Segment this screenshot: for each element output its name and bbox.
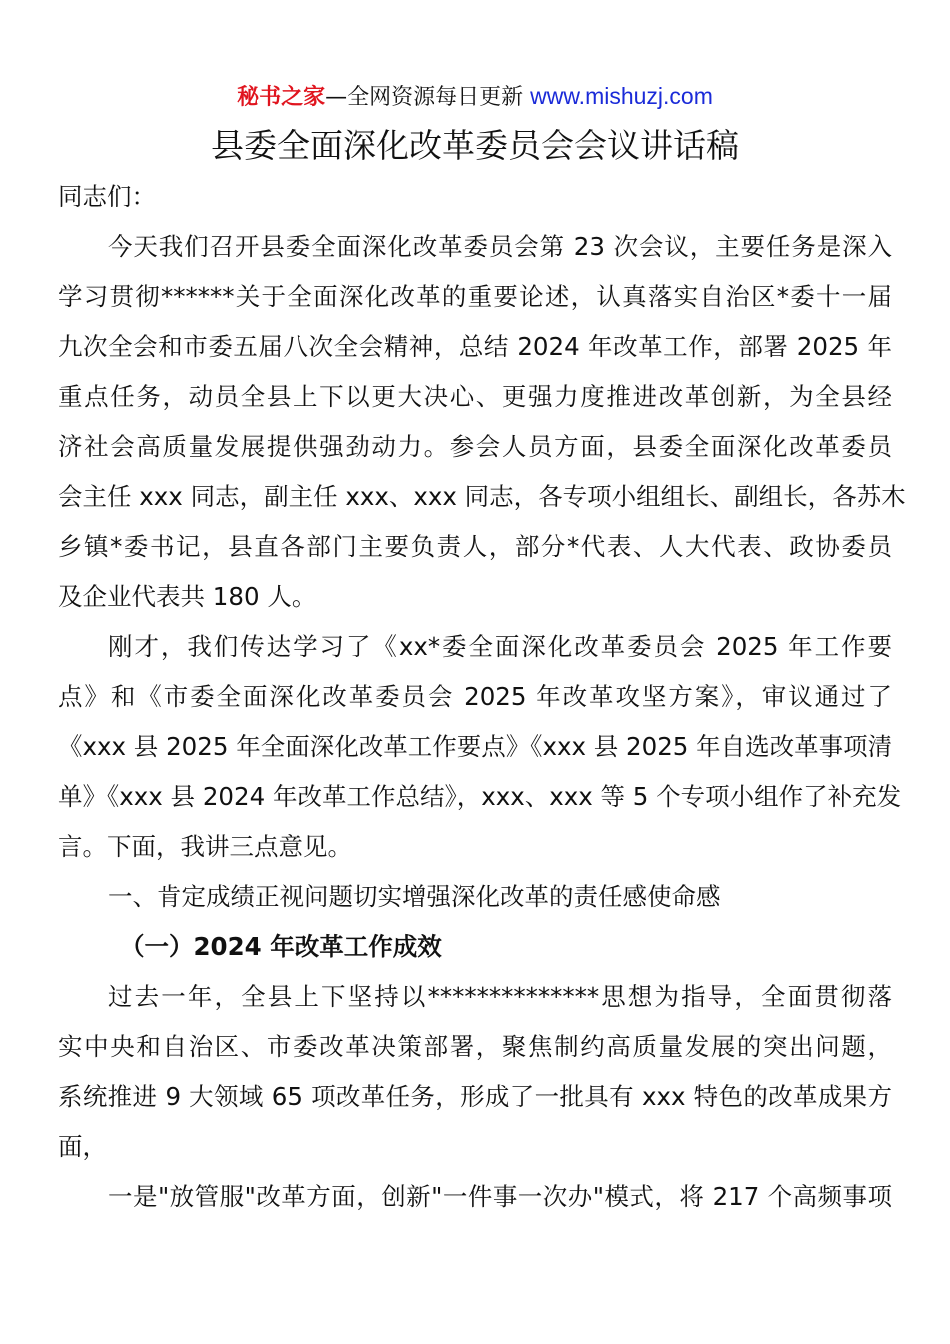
document-body bbox=[58, 172, 906, 1222]
paragraph-line: 会主任 xxx 同志，副主任 xxx、xxx 同志，各专项小组组长、副组长，各苏木 bbox=[58, 482, 906, 511]
paragraph-line: 济社会高质量发展提供强劲动力。参会人员方面，县委全面深化改革委员 bbox=[58, 432, 892, 461]
paragraph-line: 刚才，我们传达学习了《xx*委全面深化改革委员会 2025 年工作要 bbox=[108, 632, 892, 661]
paragraph-line: 《xxx 县 2025 年全面深化改革工作要点》《xxx 县 2025 年自选改革事项清 bbox=[58, 732, 893, 761]
paragraph-line: 及企业代表共 180 人。 bbox=[58, 582, 317, 611]
site-url-link[interactable]: www.mishuzj.com bbox=[530, 83, 713, 109]
paragraph-line: 单》《xxx 县 2024 年改革工作总结》，xxx、xxx 等 5 个专项小组作了补充发 bbox=[58, 782, 902, 811]
paragraph-line: 言。下面，我讲三点意见。 bbox=[58, 832, 352, 861]
paragraph-line: 系统推进 9 大领域 65 项改革任务，形成了一批具有 xxx 特色的改革成果方 bbox=[58, 1082, 892, 1111]
paragraph-line: 重点任务，动员全县上下以更大决心、更强力度推进改革创新，为全县经 bbox=[58, 382, 892, 411]
subsection-heading: （一）2024 年改革工作成效 bbox=[120, 932, 442, 961]
paragraph-line: 一是"放管服"改革方面，创新"一件事一次办"模式，将 217 个高频事项 bbox=[108, 1182, 892, 1211]
section-heading: 一、肯定成绩正视问题切实增强深化改革的责任感使命感 bbox=[108, 882, 721, 911]
document-title: 县委全面深化改革委员会会议讲话稿 bbox=[211, 126, 739, 165]
paragraph-line: 过去一年，全县上下坚持以**************思想为指导，全面贯彻落 bbox=[108, 982, 892, 1011]
site-header bbox=[0, 80, 950, 114]
paragraph-line: 实中央和自治区、市委改革决策部署，聚焦制约高质量发展的突出问题， bbox=[58, 1032, 892, 1061]
paragraph-line: 学习贯彻******关于全面深化改革的重要论述，认真落实自治区*委十一届 bbox=[58, 282, 892, 311]
paragraph-line: 面， bbox=[58, 1132, 107, 1161]
paragraph-line: 乡镇*委书记，县直各部门主要负责人，部分*代表、人大代表、政协委员 bbox=[58, 532, 892, 561]
paragraph-line: 今天我们召开县委全面深化改革委员会第 23 次会议，主要任务是深入 bbox=[108, 232, 892, 261]
site-tagline: —全网资源每日更新 bbox=[325, 85, 524, 110]
salutation: 同志们： bbox=[58, 182, 156, 211]
site-brand: 秘书之家 bbox=[237, 85, 326, 110]
paragraph-line: 九次全会和市委五届八次全会精神，总结 2024 年改革工作，部署 2025 年 bbox=[58, 332, 892, 361]
paragraph-line: 点》和《市委全面深化改革委员会 2025 年改革攻坚方案》，审议通过了 bbox=[58, 682, 892, 711]
